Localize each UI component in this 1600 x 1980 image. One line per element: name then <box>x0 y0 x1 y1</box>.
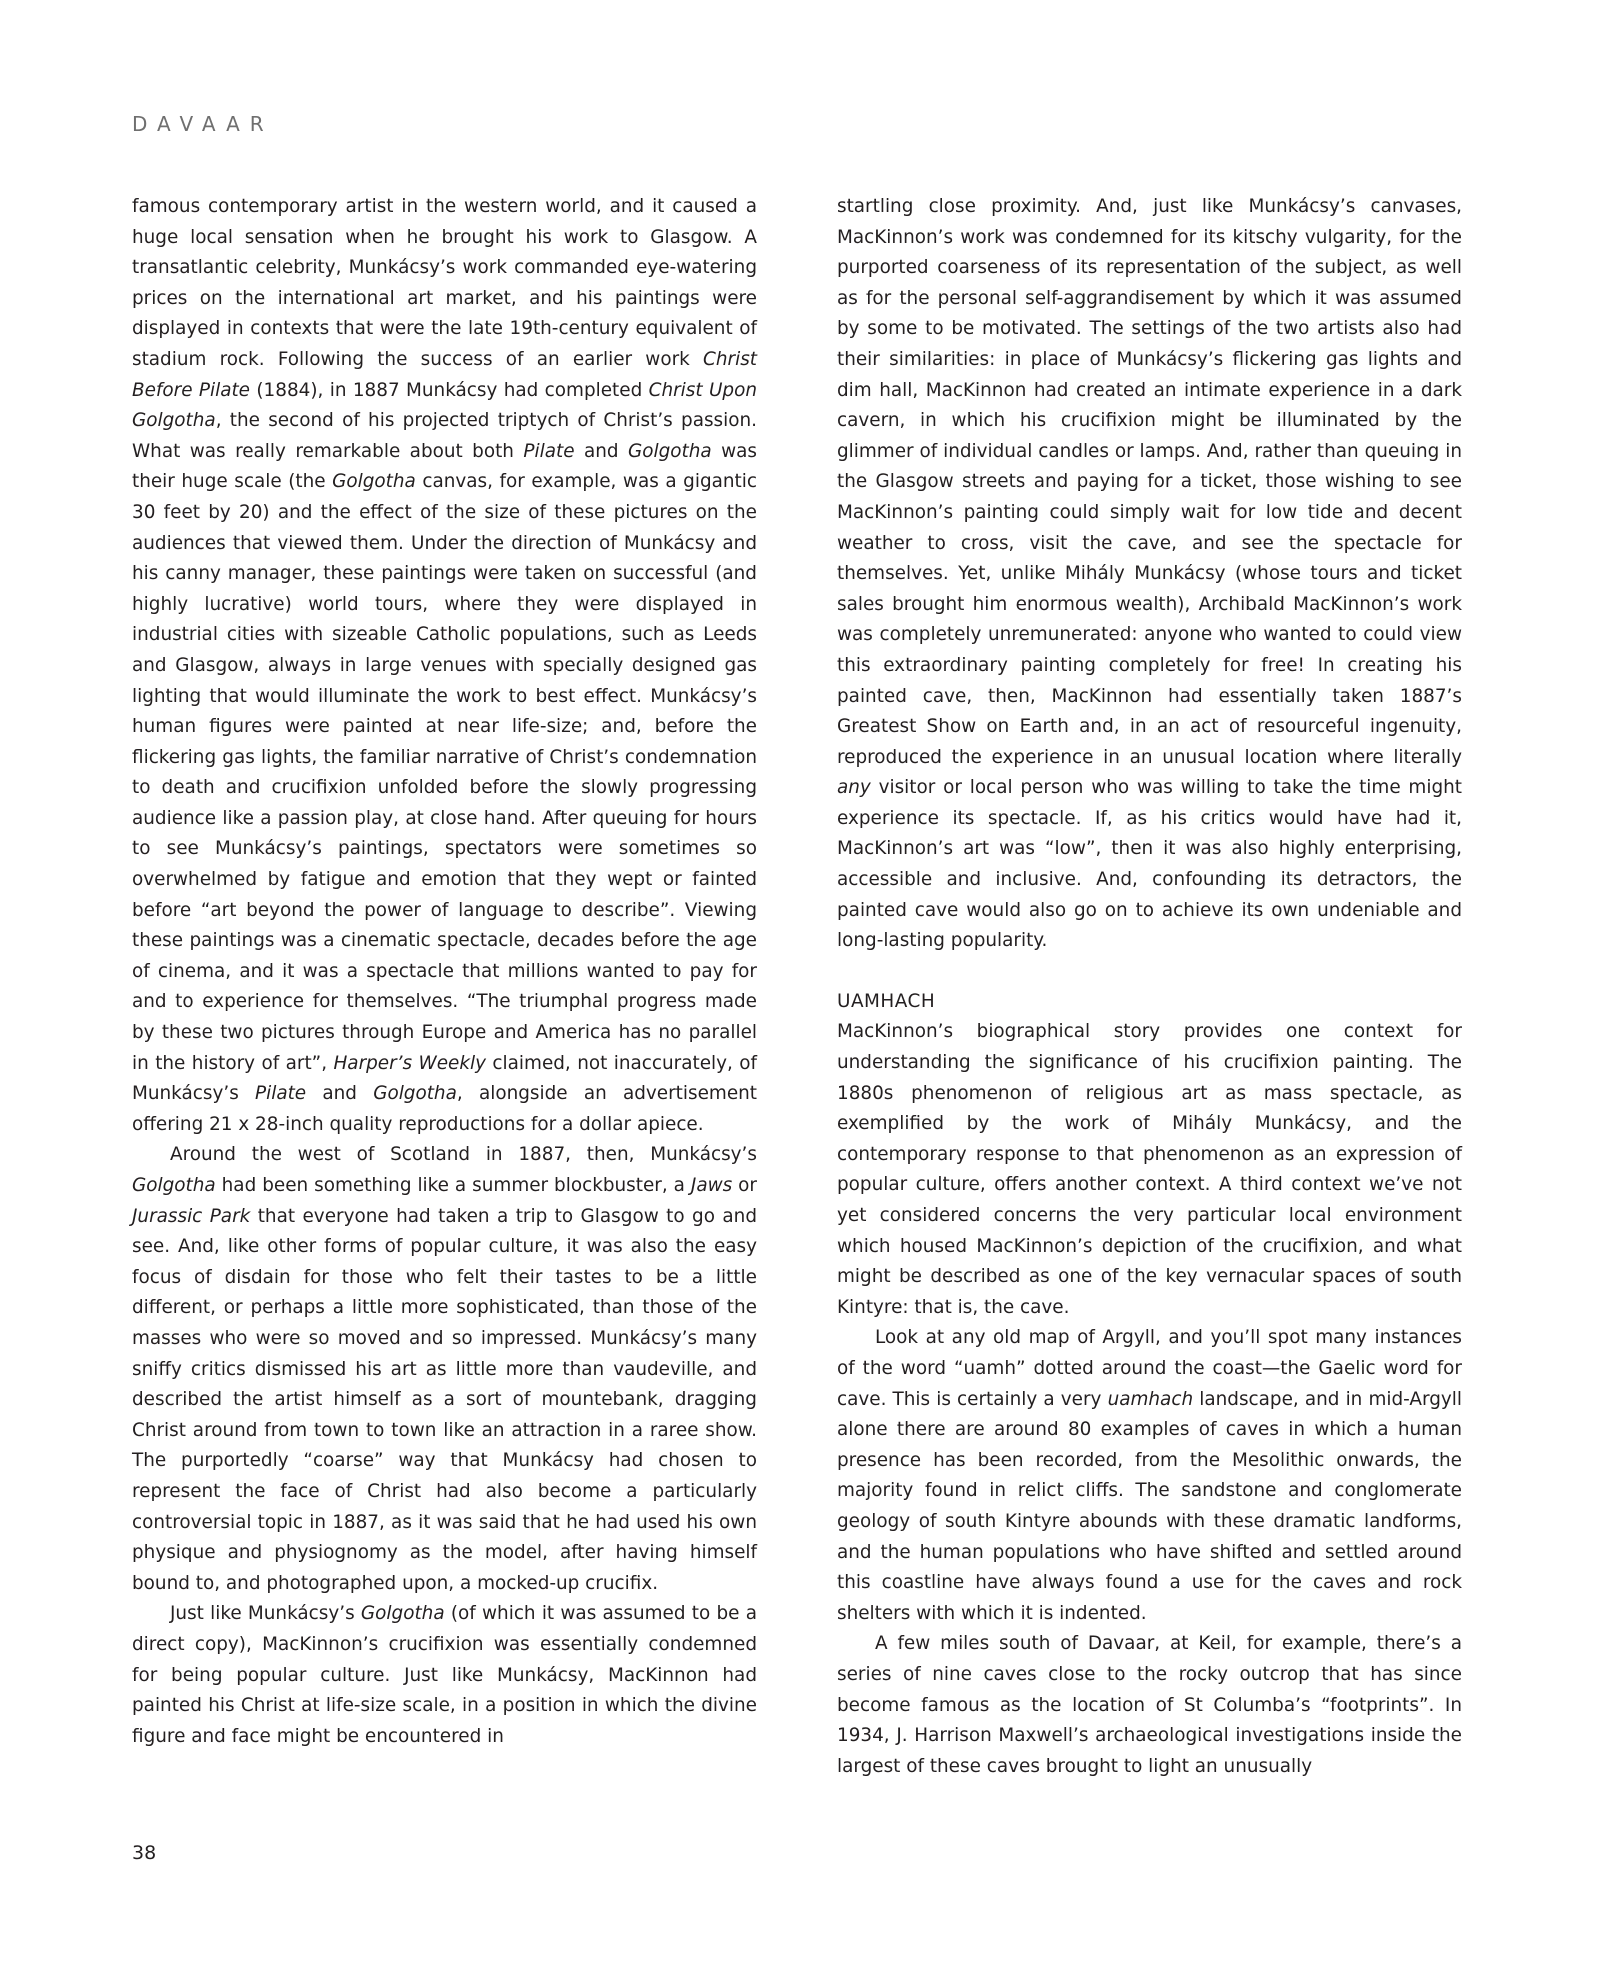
body-paragraph: A few miles south of Davaar, at Keil, for example, there’s a series of nine caves close to the rocky outcrop that has since become famous as the location of St Columba’s “footprints”. In 1934, J. Harrison Maxwell’s archaeological investigations inside the largest of these caves brought to light an unusually <box>837 1633 1462 1777</box>
body-paragraph: MacKinnon’s biographical story provides one context for understanding the significance of his crucifixion painting. The 1880s phenomenon of religious art as mass spectacle, as exemplified by the work of Mihály Munkácsy, and the contemporary response to that phenomenon as an expression of popular culture, offers another context. A third context we’ve not yet considered concerns the very particular local environment which housed MacKinnon’s depiction of the crucifixion, and what might be described as one of the key vernacular spaces of south Kintyre: that is, the cave. <box>837 1021 1462 1318</box>
body-paragraph: startling close proximity. And, just like Munkácsy’s canvases, MacKinnon’s work was condemned for its kitschy vulgarity, for the purported coarseness of its representation of the subject, as well as for the personal self-aggrandisement by which it was assumed by some to be motivated. The settings of the two artists also had their similarities: in place of Munkácsy’s flickering gas lights and dim hall, MacKinnon had created an intimate experience in a dark cavern, in which his crucifixion might be illuminated by the glimmer of individual candles or lamps. And, rather than queuing in the Glasgow streets and paying for a ticket, those wishing to see MacKinnon’s painting could simply wait for low tide and decent weather to cross, visit the cave, and see the spectacle for themselves. Yet, unlike Mihály Munkácsy (whose tours and ticket sales brought him enormous wealth), Archibald MacKinnon’s work was completely unremunerated: anyone who wanted to could view this extraordinary painting completely for free! In creating his painted cave, then, MacKinnon had essentially taken 1887’s Greatest Show on Earth and, in an act of resourceful ingenuity, reproduced the experience in an unusual location where literally any visitor or local person who was willing to take the time might experience its spectacle. If, as his critics would have had it, MacKinnon’s art was “low”, then it was also highly enterprising, accessible and inclusive. And, confounding its detractors, the painted cave would also go on to achieve its own undeniable and long-lasting popularity. <box>837 196 1462 952</box>
body-paragraph: Just like Munkácsy’s Golgotha (of which it was assumed to be a direct copy), MacKinnon’s crucifixion was essentially condemned for being popular culture. Just like Munkácsy, MacKinnon had painted his Christ at life-size scale, in a position in which the divine figure and face might be encountered in <box>132 1603 757 1747</box>
section-heading: UAMHACH <box>837 990 936 1012</box>
left-column <box>132 192 757 1782</box>
body-paragraph: famous contemporary artist in the western world, and it caused a huge local sensation when he brought his work to Glasgow. A transatlantic celebrity, Munkácsy’s work commanded eye-watering prices on the international art market, and his paintings were displayed in contexts that were the late 19th-century equivalent of stadium rock. Following the success of an earlier work Christ Before Pilate (1884), in 1887 Munkácsy had completed Christ Upon Golgotha, the second of his projected triptych of Christ’s passion. What was really remarkable about both Pilate and Golgotha was their huge scale (the Golgotha canvas, for example, was a gigantic 30 feet by 20) and the effect of the size of these pictures on the audiences that viewed them. Under the direction of Munkácsy and his canny manager, these paintings were taken on successful (and highly lucrative) world tours, where they were displayed in industrial cities with sizeable Catholic populations, such as Leeds and Glasgow, always in large venues with specially designed gas lighting that would illuminate the work to best effect. Munkácsy’s human figures were painted at near life-size; and, before the flickering gas lights, the familiar narrative of Christ’s condemnation to death and crucifixion unfolded before the slowly progressing audience like a passion play, at close hand. After queuing for hours to see Munkácsy’s paintings, spectators were sometimes so overwhelmed by fatigue and emotion that they wept or fainted before “art beyond the power of language to describe”. Viewing these paintings was a cinematic spectacle, decades before the age of cinema, and it was a spectacle that millions wanted to pay for and to experience for themselves. “The triumphal progress made by these two pictures through Europe and America has no parallel in the history of art”, Harper’s Weekly claimed, not inaccurately, of Munkácsy’s Pilate and Golgotha, alongside an advertisement offering 21 x 28-inch quality reproductions for a dollar apiece. <box>132 196 757 1135</box>
body-paragraph: Around the west of Scotland in 1887, then, Munkácsy’s Golgotha had been something like a summer blockbuster, a Jaws or Jurassic Park that everyone had taken a trip to Glasgow to go and see. And, like other forms of popular culture, it was also the easy focus of disdain for those who felt their tastes to be a little different, or perhaps a little more sophisticated, than those of the masses who were so moved and so impressed. Munkácsy’s many sniffy critics dismissed his art as little more than vaudeville, and described the artist himself as a sort of mountebank, dragging Christ around from town to town like an attraction in a raree show. The purportedly “coarse” way that Munkácsy had chosen to represent the face of Christ had also become a particularly controversial topic in 1887, as it was said that he had used his own physique and physiognomy as the model, after having himself bound to, and photographed upon, a mocked-up crucifix. <box>132 1144 757 1594</box>
right-column <box>837 192 1462 1782</box>
page-number: 38 <box>132 1842 157 1864</box>
body-paragraph: Look at any old map of Argyll, and you’ll spot many instances of the word “uamh” dotted around the coast—the Gaelic word for cave. This is certainly a very uamhach landscape, and in mid-Argyll alone there are around 80 examples of caves in which a human presence has been recorded, from the Mesolithic onwards, the majority found in relict cliffs. The sandstone and conglomerate geology of south Kintyre abounds with these dramatic landforms, and the human populations who have shifted and settled around this coastline have always found a use for the caves and rock shelters with which it is indented. <box>837 1327 1462 1624</box>
text-columns <box>132 192 1462 1782</box>
running-head: DAVAAR <box>132 112 274 136</box>
